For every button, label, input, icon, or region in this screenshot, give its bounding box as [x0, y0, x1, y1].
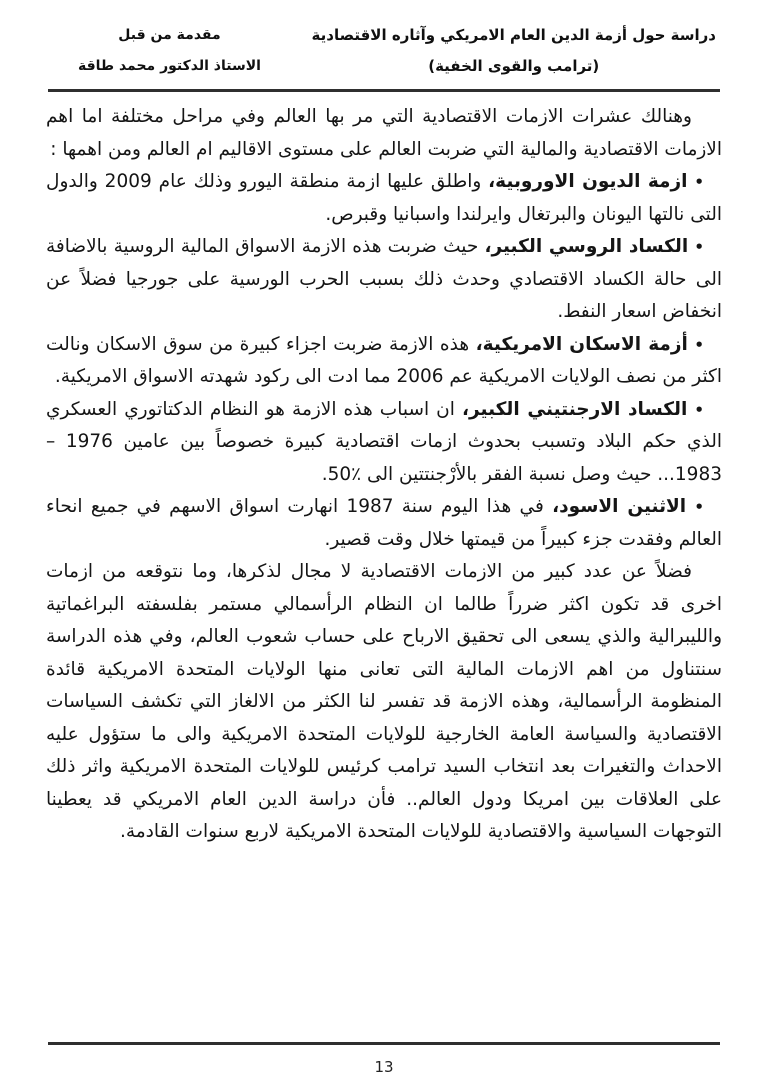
- bullet-item-black-monday: [46, 491, 722, 556]
- bullet-icon: •: [694, 238, 704, 256]
- document-title-line2: (ترامب والقوى الخفية): [428, 57, 600, 75]
- bullet-title: الكساد الارجنتيني الكبير،: [462, 398, 688, 420]
- bullet-title: الكساد الروسي الكبير،: [484, 236, 689, 257]
- page-number: 13: [374, 1058, 394, 1076]
- bullet-item-russian-depression: [46, 231, 722, 329]
- bullet-text: واطلق عليها ازمة منطقة اليورو وذلك عام 2009 والدول التى نالتها اليونان والبرتغال وايرلندا واسبانيا وقبرص.: [46, 171, 722, 225]
- bullet-icon: •: [694, 498, 704, 516]
- bullet-item-argentine-depression: [46, 394, 722, 492]
- bullet-text: ان اسباب هذه الازمة هو النظام الدكتاتوري العسكري الذي حكم البلاد وتسبب بحدوث ازمات اقتصادية كبيرة خصوصاً بين عامين 1976 – 1983... حيث وصل نسبة الفقر بالأرْجنتتين الى ٪50.: [46, 398, 722, 485]
- presenter-block: [52, 20, 261, 82]
- document-title-block: [312, 20, 716, 82]
- bullet-text: في هذا اليوم سنة 1987 انهارت اسواق الاسهم في جميع انحاء العالم وفقدت جزء كبيراً من قيمتها خلال وقت قصير.: [46, 496, 722, 550]
- bullet-text: حيث ضربت هذه الازمة الاسواق المالية الروسية بالاضافة الى حالة الكساد الاقتصادي وحدث ذلك بسبب الحرب الورسية على جورجيا فضلاً عن انخفاض اسعار النفط.: [46, 236, 722, 322]
- document-title-line1: دراسة حول أزمة الدين العام الامريكي وآثاره الاقتصادية: [311, 26, 716, 44]
- bullet-item-european-debt-crisis: [46, 166, 722, 231]
- footer-rule: [48, 1042, 720, 1045]
- bullet-icon: •: [694, 335, 704, 354]
- document-body: [0, 92, 768, 849]
- bullet-title: أزمة الاسكان الامريكية،: [475, 333, 688, 355]
- bullet-title: ازمة الديون الاوروبية،: [488, 171, 688, 192]
- page-header: [0, 0, 768, 82]
- bullet-icon: •: [694, 173, 704, 191]
- presenter-label: مقدمة من قبل: [118, 27, 221, 43]
- intro-paragraph: وهنالك عشرات الازمات الاقتصادية التي مر بها العالم وفي مراحل مختلفة اما اهم الازمات الاقتصادية والمالية التي ضربت العالم على مستوى الاقاليم ام العالم ومن اهمها :: [46, 106, 722, 160]
- presenter-name: الاستاذ الدكتور محمد طاقة: [78, 58, 261, 74]
- closing-paragraph: فضلاً عن عدد كبير من الازمات الاقتصادية لا مجال لذكرها، وما نتوقعه من ازمات اخرى قد تكون اكثر ضرراً طالما ان النظام الرأسمالي مستمر بفلسفته البراغماتية والليبرالية والذي يسعى الى تحقيق الارباح على حساب شعوب العالم، وفي هذه الدراسة سنتناول من اهم الازمات المالية التى تعانى منها الولايات المتحدة الامريكية قائدة المنظومة الرأسمالية، وهذه الازمة قد تفسر لنا الكثر من الالغاز التي تكشف السياسات الاقتصادية والسياسة العامة الخارجية للولايات المتحدة الامريكية والى ما ستؤول عليه الاحداث والتغيرات بعد انتخاب السيد ترامب كرئيس للولايات المتحدة الامريكية واثر ذلك على العلاقات بين امريكا ودول العالم.. فأن دراسة الدين العام الامريكي قد يعطينا التوجهات السياسية والاقتصادية للولايات المتحدة الامريكية لاربع سنوات القادمة.: [46, 561, 722, 842]
- bullet-title: الاثنين الاسود،: [552, 496, 687, 517]
- bullet-text: هذه الازمة ضربت اجزاء كبيرة من سوق الاسكان ونالت اكثر من نصف الولايات الامريكية عم 2006 مما ادت الى ركود شهدته الاسواق الامريكية.: [46, 333, 722, 387]
- bullet-item-us-housing-crisis: [46, 329, 722, 394]
- bullet-icon: •: [694, 400, 704, 419]
